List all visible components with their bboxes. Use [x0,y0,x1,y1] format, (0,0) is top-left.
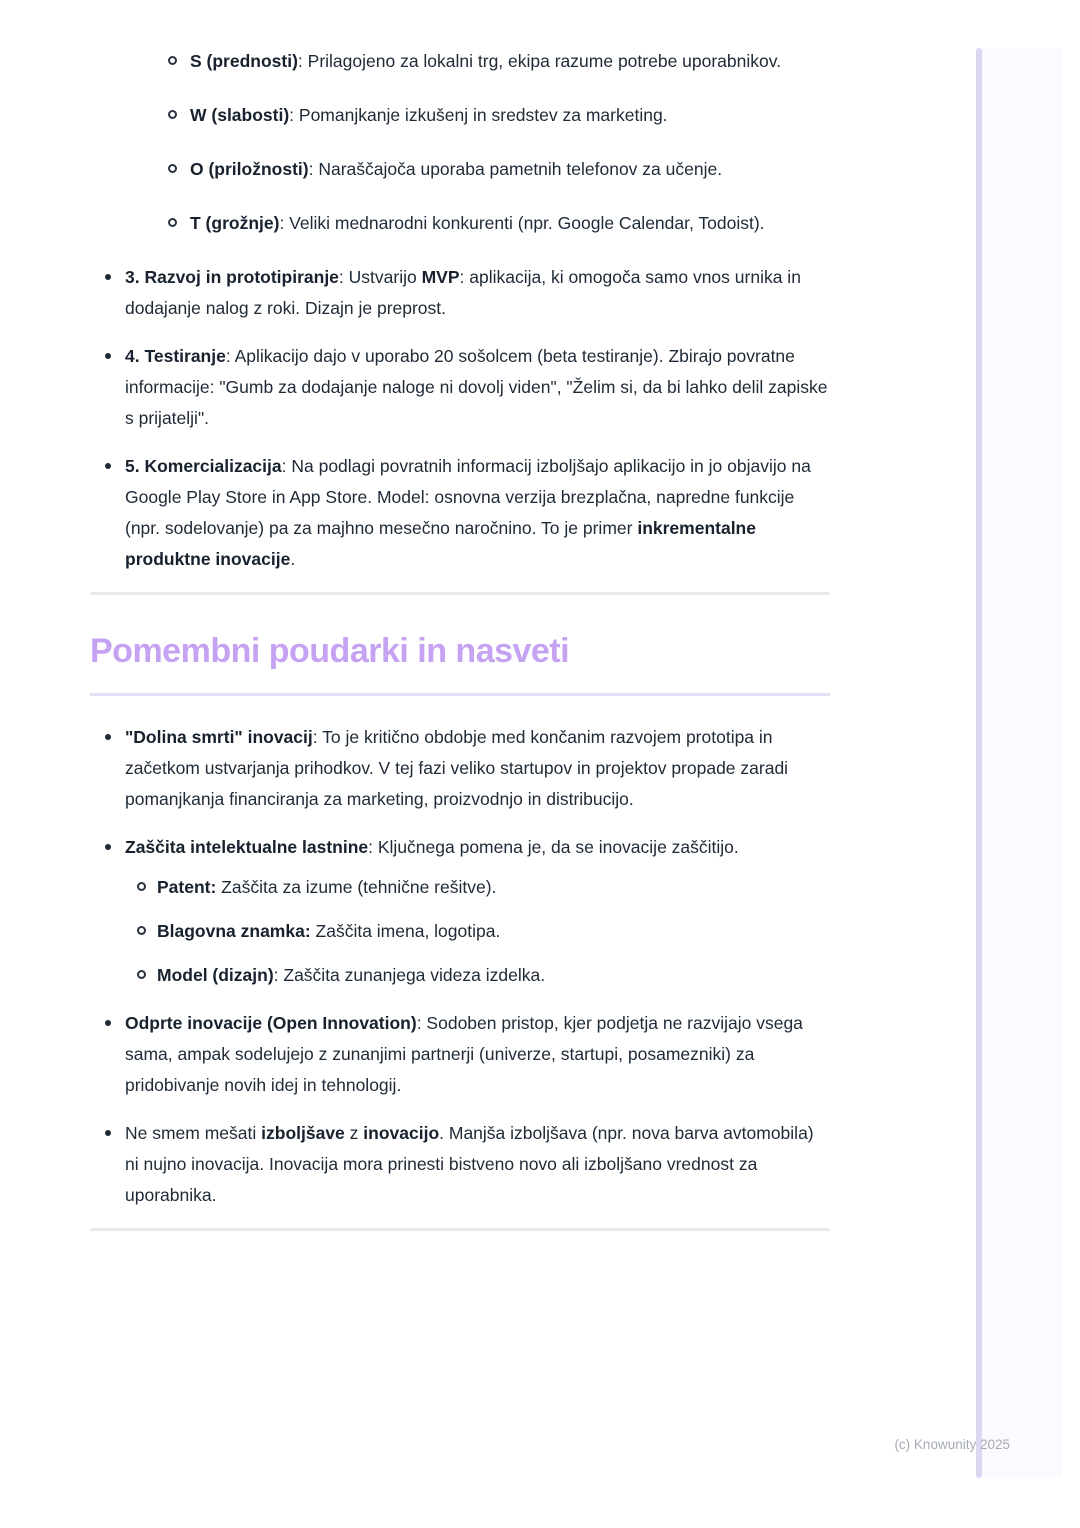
bullet-icon [105,1020,111,1026]
list-item [125,916,830,947]
list-item [90,451,830,575]
circle-icon [137,882,146,891]
list-item [90,100,830,131]
list-item [125,872,830,903]
list-item-text: "Dolina smrti" inovacij: To je kritično obdobje med končanim razvojem prototipa in začetkom ustvarjanja prihodkov. V tej fazi veliko startupov in projektov propade zaradi pomanjkanja financiranja za marketing, proizvodnjo in distribucijo. [125,727,789,809]
section-heading: Pomembni poudarki in nasveti [90,631,830,696]
copyright-footer: (c) Knowunity 2025 [894,1437,1010,1452]
bullet-icon [105,844,111,850]
list-item-text: 4. Testiranje: Aplikacijo dajo v uporabo 20 sošolcem (beta testiranje). Zbirajo povratne informacije: "Gumb za dodajanje naloge ni dovolj viden", "Želim si, da bi lahko delil zapiske s prijatelji". [125,346,828,428]
list-item [90,722,830,815]
document-content [90,46,830,1231]
bullet-icon [105,274,111,280]
circle-icon [168,164,177,173]
swot-sub-list [90,46,830,239]
accent-halo [976,48,1062,1478]
list-item-text: Ne smem mešati izboljšave z inovacijo. Manjša izboljšava (npr. nova barva avtomobila) ni nujno inovacija. Inovacija mora prinesti bistveno novo ali izboljšano vrednost za uporabnika. [125,1123,814,1205]
sub-list [125,872,830,991]
list-item [90,1118,830,1211]
circle-icon [168,56,177,65]
circle-icon [168,218,177,227]
list-item [90,832,830,991]
list-item [125,960,830,991]
section-divider [90,1228,830,1231]
list-item [90,154,830,185]
list-item-text: Blagovna znamka: Zaščita imena, logotipa. [157,921,501,941]
bullet-icon [105,463,111,469]
circle-icon [137,970,146,979]
list-item-text: Model (dizajn): Zaščita zunanjega videza izdelka. [157,965,546,985]
bullet-icon [105,734,111,740]
list-item-text: Patent: Zaščita za izume (tehnične rešitve). [157,877,497,897]
list-item-text: 5. Komercializacija: Na podlagi povratnih informacij izboljšajo aplikacijo in jo objavijo na Google Play Store in App Store. Model: osnovna verzija brezplačna, napredne funkcije (npr. sodelovanje) pa za majhno mesečno naročnino. To je primer inkrementalne produktne inovacije. [125,456,811,569]
process-list [90,262,830,575]
page-accent-bar [976,48,982,1478]
list-item-text: S (prednosti): Prilagojeno za lokalni trg, ekipa razume potrebe uporabnikov. [190,51,782,71]
list-item-text: W (slabosti): Pomanjkanje izkušenj in sredstev za marketing. [190,105,668,125]
list-item [90,1008,830,1101]
list-item-text: 3. Razvoj in prototipiranje: Ustvarijo MVP: aplikacija, ki omogoča samo vnos urnika in dodajanje nalog z roki. Dizajn je preprost. [125,267,801,318]
list-item [90,341,830,434]
list-item-text: Zaščita intelektualne lastnine: Ključnega pomena je, da se inovacije zaščitijo. [125,837,739,857]
list-item-text: Odprte inovacije (Open Innovation): Sodoben pristop, kjer podjetja ne razvijajo vsega sama, ampak sodelujejo z zunanjimi partnerji (univerze, startupi, posamezniki) za pridobivanje novih idej in tehnologij. [125,1013,803,1095]
list-item [90,208,830,239]
section-divider [90,592,830,595]
list-item [90,262,830,324]
circle-icon [168,110,177,119]
bullet-icon [105,353,111,359]
circle-icon [137,926,146,935]
bullet-icon [105,1130,111,1136]
tips-list [90,722,830,1211]
list-item-text: O (priložnosti): Naraščajoča uporaba pametnih telefonov za učenje. [190,159,723,179]
list-item-text: T (grožnje): Veliki mednarodni konkurenti (npr. Google Calendar, Todoist). [190,213,765,233]
list-item [90,46,830,77]
